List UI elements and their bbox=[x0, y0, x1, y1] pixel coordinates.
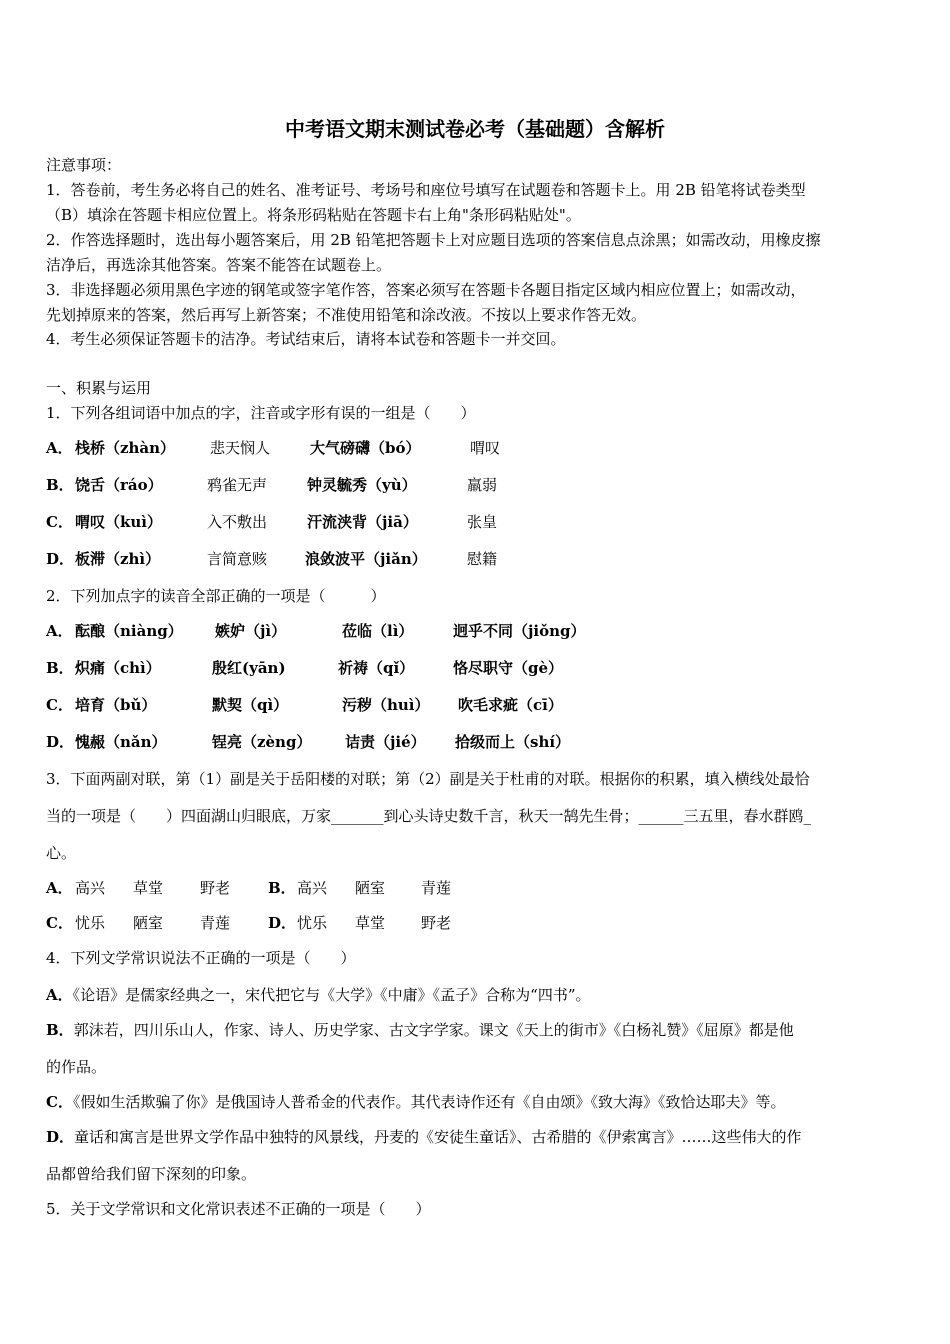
option-item: 喟叹 bbox=[470, 439, 501, 457]
option-item: 汗流浃背（jiā） bbox=[307, 513, 418, 531]
option-item: 言简意赅 bbox=[207, 550, 268, 568]
option-item: 祈祷（qǐ） bbox=[338, 659, 415, 677]
option-letter: D． bbox=[46, 550, 75, 568]
notice-line: 2．作答选择题时，选出每小题答案后，用 2B 铅笔把答题卡上对应题目选项的答案信息点涂黑；如需改动，用橡皮擦 bbox=[46, 231, 821, 249]
option-letter: B． bbox=[46, 1021, 74, 1039]
option-text: 《假如生活欺骗了你》是俄国诗人普希金的代表作。其代表诗作还有《自由颂》《致大海》《致恰达耶夫》等。 bbox=[72, 1093, 786, 1111]
option-letter: B． bbox=[46, 659, 74, 677]
option-item: 陋室 bbox=[133, 914, 164, 932]
option-item: 张皇 bbox=[467, 513, 498, 531]
section-heading: 一、积累与运用 bbox=[46, 379, 152, 397]
option-item: 忧乐 bbox=[297, 914, 328, 932]
option-item: 培育（bǔ） bbox=[75, 696, 157, 714]
option-item: 青莲 bbox=[200, 914, 231, 932]
option-letter: A． bbox=[46, 986, 73, 1004]
option-item: 锃亮（zèng） bbox=[212, 733, 312, 751]
option-item: 恪尽职守（gè） bbox=[453, 659, 564, 677]
option-item: 青莲 bbox=[421, 879, 452, 897]
option-item: 忧乐 bbox=[75, 914, 106, 932]
notice-heading: 注意事项： bbox=[46, 156, 122, 174]
notice-line: 先划掉原来的答案，然后再写上新答案；不准使用铅笔和涂改液。不按以上要求作答无效。 bbox=[46, 306, 647, 324]
option-item: 炽痛（chì） bbox=[75, 659, 161, 677]
notice-line: （B）填涂在答题卡相应位置上。将条形码粘贴在答题卡右上角"条形码粘贴处"。 bbox=[46, 206, 581, 224]
option-letter: C． bbox=[46, 696, 73, 714]
option-letter: C． bbox=[46, 914, 73, 932]
question-5-stem: 5．关于文学常识和文化常识表述不正确的一项是（ ） bbox=[46, 1200, 431, 1218]
option-item: 板滞（zhì） bbox=[75, 550, 161, 568]
option-item: 愧赧（nǎn） bbox=[75, 733, 167, 751]
notice-line: 3．非选择题必须用黑色字迹的钢笔或签字笔作答，答案必须写在答题卡各题目指定区域内相应位置上；如需改动， bbox=[46, 281, 806, 299]
option-letter: D． bbox=[46, 733, 75, 751]
option-item: 陋室 bbox=[355, 879, 386, 897]
option-item: 迥乎不同（jiǒng） bbox=[453, 622, 586, 640]
option-item: 高兴 bbox=[297, 879, 328, 897]
option-item: 慰籍 bbox=[467, 550, 498, 568]
option-item: 大气磅礴（bó） bbox=[310, 439, 421, 457]
question-3-stem: 心。 bbox=[46, 844, 77, 862]
option-item: 饶舌（ráo） bbox=[75, 476, 163, 494]
option-item: 诘责（jié） bbox=[345, 733, 426, 751]
option-letter: D． bbox=[268, 914, 297, 932]
option-item: 酝酿（niàng） bbox=[75, 622, 183, 640]
option-item: 吹毛求疵（cī） bbox=[458, 696, 563, 714]
question-1-stem: 1．下列各组词语中加点的字，注音或字形有误的一组是（ ） bbox=[46, 404, 476, 422]
option-item: 入不敷出 bbox=[207, 513, 268, 531]
option-item: 莅临（lì） bbox=[342, 622, 414, 640]
option-letter: C． bbox=[46, 513, 73, 531]
option-item: 喟叹（kuì） bbox=[75, 513, 162, 531]
option-letter: D． bbox=[46, 1128, 75, 1146]
option-item: 拾级而上（shí） bbox=[455, 733, 571, 751]
option-item: 高兴 bbox=[75, 879, 106, 897]
notice-line: 洁净后，再选涂其他答案。答案不能答在试题卷上。 bbox=[46, 256, 392, 274]
option-letter: C． bbox=[46, 1093, 73, 1111]
option-item: 栈桥（zhàn） bbox=[75, 439, 176, 457]
option-item: 羸弱 bbox=[467, 476, 498, 494]
option-text: 郭沫若，四川乐山人，作家、诗人、历史学家、古文字学家。课文《天上的街市》《白杨礼赞》《屈原》都是他 bbox=[73, 1021, 794, 1039]
option-item: 悲天悯人 bbox=[210, 439, 271, 457]
option-letter: A． bbox=[46, 879, 73, 897]
option-text: 童话和寓言是世界文学作品中独特的风景线，丹麦的《安徒生童话》、古希腊的《伊索寓言》……这些伟大的作 bbox=[74, 1128, 802, 1146]
question-3-stem: 3．下面两副对联，第（1）副是关于岳阳楼的对联；第（2）副是关于杜甫的对联。根据你的积累，填入横线处最恰 bbox=[46, 770, 810, 788]
option-continuation: 品都曾给我们留下深刻的印象。 bbox=[46, 1165, 257, 1183]
option-row bbox=[46, 1020, 794, 1040]
option-item: 嫉妒（jì） bbox=[215, 622, 287, 640]
option-letter: B． bbox=[268, 879, 296, 897]
option-continuation: 的作品。 bbox=[46, 1058, 107, 1076]
option-row bbox=[46, 985, 590, 1005]
option-item: 污秽（huì） bbox=[342, 696, 430, 714]
option-item: 草堂 bbox=[355, 914, 386, 932]
option-item: 野老 bbox=[200, 879, 231, 897]
option-row bbox=[46, 1127, 802, 1147]
page-title: 中考语文期末测试卷必考（基础题）含解析 bbox=[285, 117, 665, 141]
option-item: 鸦雀无声 bbox=[207, 476, 268, 494]
option-text: 《论语》是儒家经典之一，宋代把它与《大学》《中庸》《孟子》合称为“四书”。 bbox=[72, 986, 591, 1004]
notice-line: 1．答卷前，考生务必将自己的姓名、准考证号、考场号和座位号填写在试题卷和答题卡上。用 2B 铅笔将试卷类型 bbox=[46, 181, 806, 199]
option-letter: A． bbox=[46, 622, 73, 640]
question-2-stem: 2．下列加点字的读音全部正确的一项是（ ） bbox=[46, 587, 386, 605]
option-item: 钟灵毓秀（yù） bbox=[307, 476, 417, 494]
question-3-stem: 当的一项是（ ）四面湖山归眼底，万家_______到心头诗史数千言，秋天一鹄先生骨；______三五里，春水群鸥_ bbox=[46, 807, 812, 825]
option-item: 野老 bbox=[421, 914, 452, 932]
option-letter: A． bbox=[46, 439, 73, 457]
option-letter: B． bbox=[46, 476, 74, 494]
option-item: 殷红(yān) bbox=[212, 659, 286, 677]
option-row bbox=[46, 1092, 785, 1112]
option-item: 默契（qì） bbox=[212, 696, 289, 714]
option-item: 浪敛波平（jiǎn） bbox=[305, 550, 427, 568]
option-item: 草堂 bbox=[133, 879, 164, 897]
question-4-stem: 4．下列文学常识说法不正确的一项是（ ） bbox=[46, 949, 356, 967]
notice-line: 4．考生必须保证答题卡的洁净。考试结束后，请将本试卷和答题卡一并交回。 bbox=[46, 330, 566, 348]
